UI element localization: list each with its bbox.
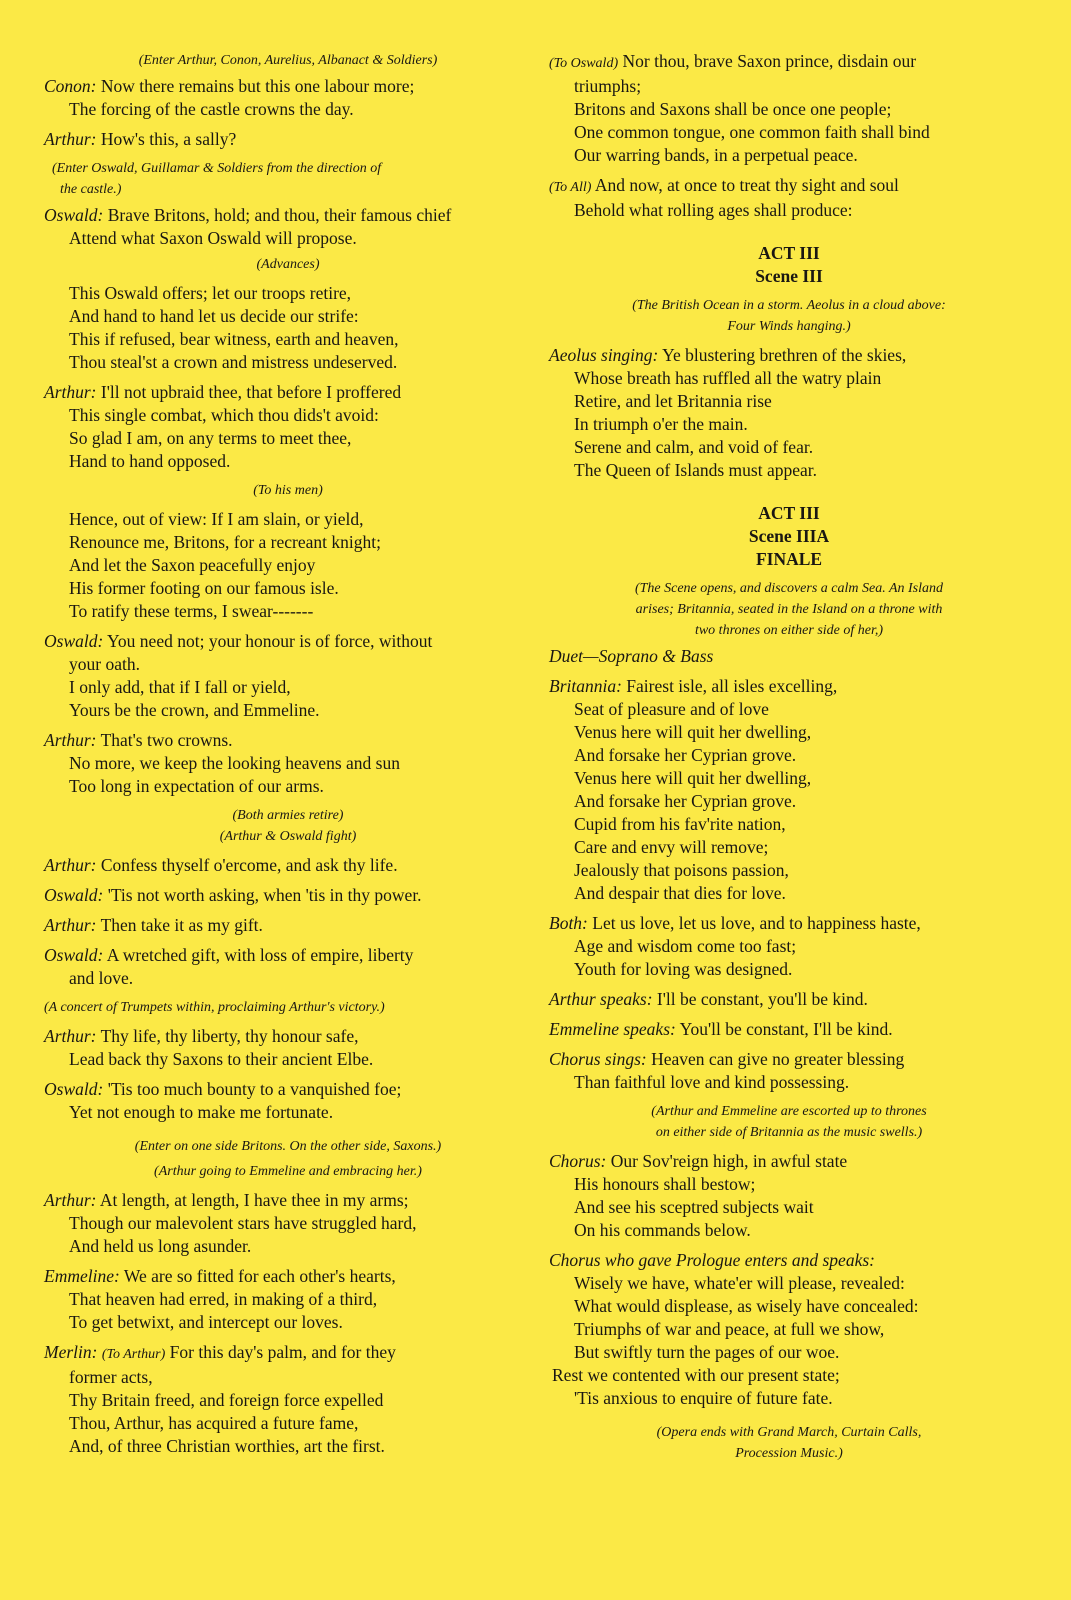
verse-line: The forcing of the castle crowns the day. [69,99,354,119]
verse-line: And despair that dies for love. [574,883,786,903]
verse-line: But swiftly turn the pages of our woe. [574,1342,840,1362]
speaker-name: Arthur: [44,1026,97,1046]
verse-line: So glad I am, on any terms to meet thee, [69,428,352,448]
verse-line: His honours shall bestow; [574,1174,756,1194]
finale-heading: FINALE [755,549,823,569]
verse-line: This single combat, which thou dids't avoid: [69,405,379,425]
speech-line: Oswald: 'Tis too much bounty to a vanquished foe; [44,1079,402,1099]
verse-line: Care and envy will remove; [574,837,769,857]
verse-line: This Oswald offers; let our troops retire, [69,283,352,303]
verse-line: I only add, that if I fall or yield, [69,677,291,697]
duet-heading: Duet—Soprano & Bass [549,646,714,666]
verse-line: Thou, Arthur, has acquired a future fame, [69,1413,359,1433]
stage-direction: (Arthur going to Emmeline and embracing her.) [154,1164,422,1179]
stage-direction: (Enter Oswald, Guillamar & Soldiers from the direction of [52,161,382,176]
verse-line: Retire, and let Britannia rise [574,391,772,411]
verse-line: Age and wisdom come too fast; [574,936,797,956]
verse-line: Rest we contented with our present state; [552,1365,840,1385]
speech-line: (To Oswald) Nor thou, brave Saxon prince, disdain our [549,51,917,71]
verse-line: Attend what Saxon Oswald will propose. [69,228,357,248]
speaker-name: Oswald: [44,1079,104,1099]
stage-direction: (Arthur & Oswald fight) [219,829,357,844]
speech-line: Oswald: 'Tis not worth asking, when 'tis in thy power. [44,885,422,905]
verse-line: This if refused, bear witness, earth and heaven, [69,329,399,349]
speaker-name: Oswald: [44,631,104,651]
stage-direction: (Enter Arthur, Conon, Aurelius, Albanact & Soldiers) [138,53,438,68]
speaker-name: Chorus: [549,1151,607,1171]
speech-line: Arthur: At length, at length, I have thee in my arms; [44,1190,409,1210]
verse-line: Seat of pleasure and of love [574,699,769,719]
verse-line: Britons and Saxons shall be once one people; [574,99,892,119]
speaker-name: Aeolus singing: [549,345,659,365]
verse-line: And let the Saxon peacefully enjoy [69,555,316,575]
stage-direction: two thrones on either side of her,) [694,623,884,638]
speech-line: Oswald: A wretched gift, with loss of empire, liberty [44,945,414,965]
right-column [549,50,1029,1464]
verse-line: triumphs; [574,76,642,96]
speaker-name: Oswald: [44,205,104,225]
verse-line: Yours be the crown, and Emmeline. [69,700,320,720]
verse-line: Renounce me, Britons, for a recreant knight; [69,532,381,552]
speech-line: Arthur: Confess thyself o'ercome, and ask thy life. [44,855,398,875]
speaker-name: Oswald: [44,945,104,965]
speaker-name: Arthur: [44,915,97,935]
verse-line: His former footing on our famous isle. [69,578,339,598]
verse-line: Our warring bands, in a perpetual peace. [574,145,858,165]
speech-line: Merlin: (To Arthur) For this day's palm, and for they [44,1342,396,1362]
speaker-name: Chorus who gave Prologue enters and speaks: [549,1250,875,1270]
stage-direction: the castle.) [60,182,122,197]
stage-direction: (Both armies retire) [232,808,344,823]
speaker-name: Arthur: [44,730,97,750]
verse-line: your oath. [69,654,140,674]
speech-line: (To All) And now, at once to treat thy sight and soul [549,175,899,195]
stage-direction: (Enter on one side Britons. On the other side, Saxons.) [134,1139,442,1154]
verse-line: One common tongue, one common faith shall bind [574,122,930,142]
left-column [44,50,532,1458]
speech-line: Conon: Now there remains but this one labour more; [44,76,415,96]
verse-line: Behold what rolling ages shall produce: [574,200,853,220]
verse-line: And hand to hand let us decide our strife: [69,306,359,326]
verse-line: Than faithful love and kind possessing. [574,1072,850,1092]
scene-heading: Scene IIIA [748,526,830,546]
verse-line: Venus here will quit her dwelling, [574,768,812,788]
verse-line: Thy Britain freed, and foreign force expelled [69,1390,384,1410]
speaker-name: Arthur speaks: [549,989,653,1009]
speaker-name: Conon: [44,76,97,96]
verse-line: Lead back thy Saxons to their ancient Elbe. [69,1049,374,1069]
speaker-name: Merlin: [44,1342,98,1362]
stage-direction: arises; Britannia, seated in the Island on a throne with [635,602,943,617]
stage-direction: (The British Ocean in a storm. Aeolus in a cloud above: [632,298,946,313]
verse-line: In triumph o'er the main. [574,414,748,434]
verse-line: Serene and calm, and void of fear. [574,437,814,457]
speech-line: Britannia: Fairest isle, all isles excelling, [549,676,838,696]
verse-line: Hand to hand opposed. [69,451,231,471]
speaker-name: Britannia: [549,676,622,696]
verse-line: No more, we keep the looking heavens and sun [69,753,400,773]
speech-line: Arthur: I'll not upbraid thee, that before I proffered [44,382,402,402]
stage-direction: (To his men) [253,483,323,498]
stage-direction: Four Winds hanging.) [727,319,851,334]
speaker-name: Arthur: [44,855,97,875]
act-heading: ACT III [758,503,820,523]
speaker-name: Oswald: [44,885,104,905]
verse-line: Though our malevolent stars have struggled hard, [69,1213,417,1233]
verse-line: 'Tis anxious to enquire of future fate. [574,1388,833,1408]
speech-line: Chorus sings: Heaven can give no greater blessing [549,1049,905,1069]
stage-direction: (The Scene opens, and discovers a calm Sea. An Island [634,581,944,596]
speech-line: Arthur speaks: I'll be constant, you'll be kind. [549,989,868,1009]
speech-line: Aeolus singing: Ye blustering brethren of the skies, [549,345,907,365]
verse-line: Jealously that poisons passion, [574,860,789,880]
speech-line: Arthur: Thy life, thy liberty, thy honour safe, [44,1026,359,1046]
verse-line: Cupid from his fav'rite nation, [574,814,786,834]
verse-line: The Queen of Islands must appear. [574,460,817,480]
speaker-name: Both: [549,913,588,933]
verse-line: That heaven had erred, in making of a third, [69,1289,378,1309]
verse-line: Triumphs of war and peace, at full we show, [574,1319,885,1339]
speech-line: Oswald: You need not; your honour is of force, without [44,631,433,651]
verse-line: former acts, [69,1367,153,1387]
stage-direction: (Advances) [256,257,320,272]
verse-line: What would displease, as wisely have concealed: [574,1296,919,1316]
stage-direction: (Arthur and Emmeline are escorted up to thrones [651,1104,927,1119]
verse-line: On his commands below. [574,1220,751,1240]
speech-line: Arthur: Then take it as my gift. [44,915,263,935]
speech-line: Chorus: Our Sov'reign high, in awful state [549,1151,848,1171]
verse-line: And, of three Christian worthies, art the first. [69,1436,385,1456]
speech-line: Both: Let us love, let us love, and to happiness haste, [549,913,921,933]
speaker-name: Emmeline: [44,1266,120,1286]
speech-line: Arthur: How's this, a sally? [44,129,237,149]
verse-line: And see his sceptred subjects wait [574,1197,814,1217]
inline-stage-direction: (To Arthur) [101,1347,166,1362]
speaker-name: Emmeline speaks: [549,1019,676,1039]
speech-line: Emmeline speaks: You'll be constant, I'll be kind. [549,1019,893,1039]
speech-line: Emmeline: We are so fitted for each other's hearts, [44,1266,396,1286]
verse-line: Yet not enough to make me fortunate. [69,1102,334,1122]
speech-line: Oswald: Brave Britons, hold; and thou, their famous chief [44,205,452,225]
stage-direction: on either side of Britannia as the music swells.) [655,1125,923,1140]
verse-line: Venus here will quit her dwelling, [574,722,812,742]
verse-line: Thou steal'st a crown and mistress undeserved. [69,352,398,372]
verse-line: Youth for loving was designed. [574,959,793,979]
stage-direction: (Opera ends with Grand March, Curtain Calls, [656,1425,922,1440]
stage-direction: Procession Music.) [735,1446,843,1461]
verse-line: To get betwixt, and intercept our loves. [69,1312,343,1332]
inline-stage-direction: (To All) [549,180,592,195]
verse-line: Wisely we have, whate'er will please, revealed: [574,1273,905,1293]
verse-line: Whose breath has ruffled all the watry plain [574,368,882,388]
verse-line: and love. [69,968,134,988]
speaker-name: Arthur: [44,129,97,149]
inline-stage-direction: (To Oswald) [549,56,619,71]
verse-line: And forsake her Cyprian grove. [574,745,797,765]
speaker-name: Arthur: [44,382,97,402]
speech-line: Arthur: That's two crowns. [44,730,233,750]
act-heading: ACT III [758,243,820,263]
scene-heading: Scene III [755,266,823,286]
speaker-name: Chorus sings: [549,1049,647,1069]
stage-direction: (A concert of Trumpets within, proclaiming Arthur's victory.) [44,1000,385,1015]
verse-line: Too long in expectation of our arms. [69,776,324,796]
verse-line: To ratify these terms, I swear------- [69,601,314,621]
verse-line: And held us long asunder. [69,1236,252,1256]
verse-line: And forsake her Cyprian grove. [574,791,797,811]
speaker-name: Arthur: [44,1190,97,1210]
verse-line: Hence, out of view: If I am slain, or yield, [69,509,364,529]
